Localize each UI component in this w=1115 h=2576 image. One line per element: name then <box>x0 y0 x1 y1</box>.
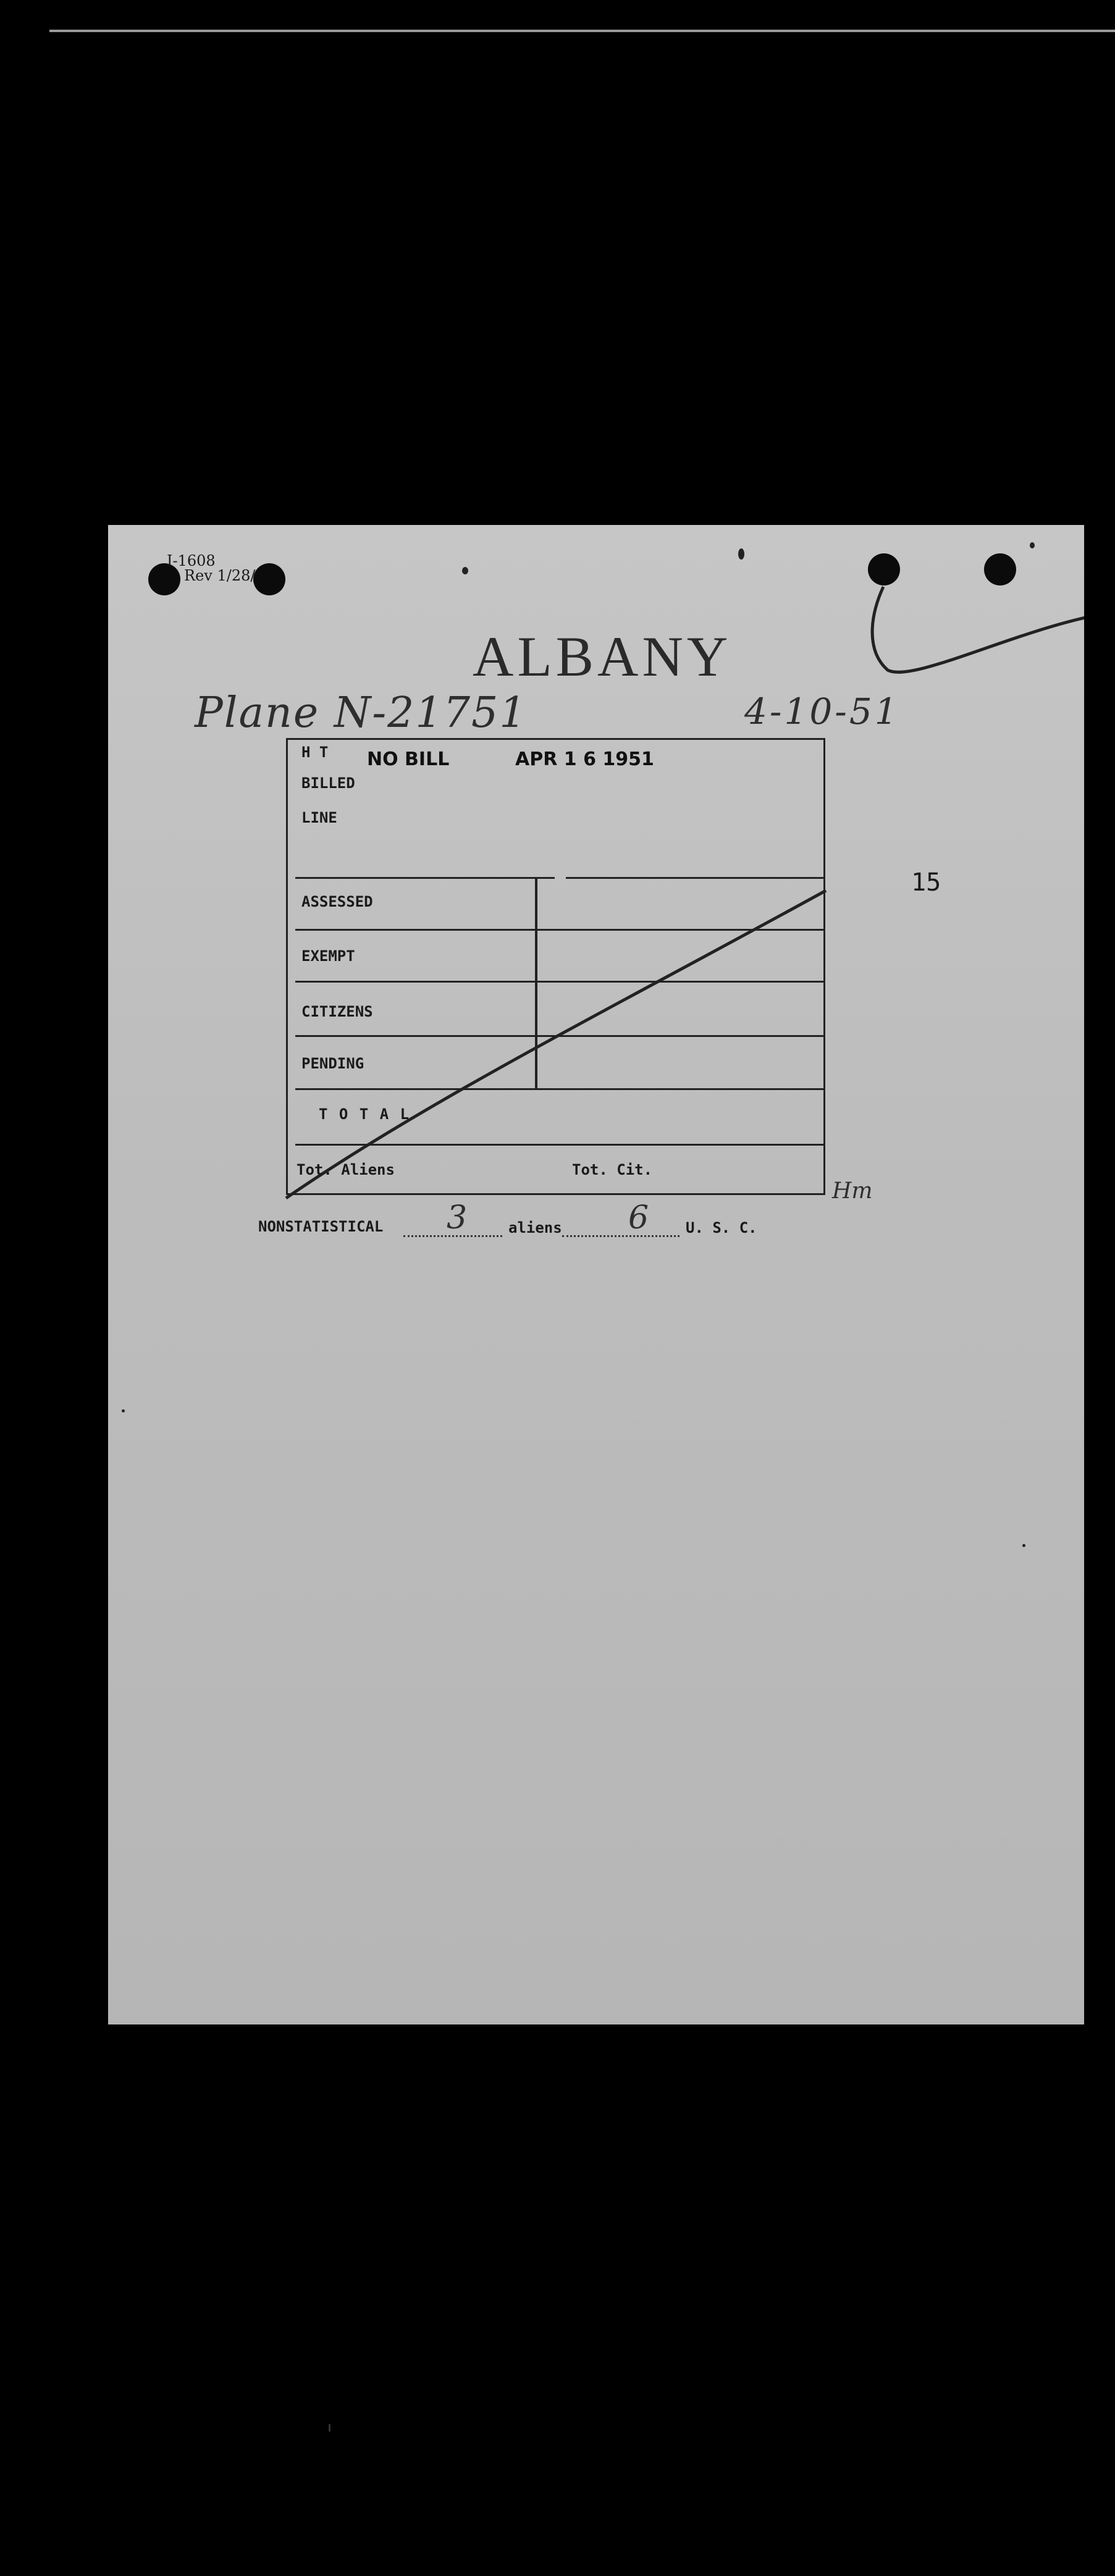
aliens-label: aliens <box>508 1219 562 1236</box>
scan-artifact <box>329 2424 330 2431</box>
header-label-billed: BILLED <box>301 774 355 792</box>
date-stamp: APR 1 6 1951 <box>515 749 654 770</box>
scanner-edge-line <box>49 30 1115 32</box>
tot-aliens-label: Tot. Aliens <box>297 1161 395 1178</box>
rule-line <box>295 877 555 879</box>
rule-line <box>295 929 825 931</box>
form-number: I-1608 Rev 1/28/ <box>167 552 256 584</box>
rule-line <box>295 1088 825 1090</box>
tally-count: 15 <box>911 868 941 897</box>
rule-line <box>295 1035 825 1037</box>
nonstatistical-usc-value: 6 <box>628 1199 649 1236</box>
ink-speck <box>122 1409 125 1412</box>
arrival-date-handwritten: 4-10-51 <box>744 690 900 732</box>
port-city-heading: ALBANY <box>473 625 732 688</box>
fill-in-line <box>562 1235 680 1237</box>
ink-speck <box>1022 1544 1025 1547</box>
manifest-card <box>108 525 1084 2024</box>
tally-form-box <box>286 738 825 1195</box>
row-label-pending: PENDING <box>301 1055 364 1072</box>
rule-line <box>566 877 825 879</box>
rule-line <box>295 1144 825 1146</box>
rule-line <box>295 981 825 983</box>
row-label-citizens: CITIZENS <box>301 1003 373 1020</box>
pen-swoosh <box>872 587 1084 672</box>
nonstatistical-label: NONSTATISTICAL <box>258 1218 384 1235</box>
nonstatistical-aliens-value: 3 <box>447 1199 468 1236</box>
tot-cit-label: Tot. Cit. <box>572 1161 653 1178</box>
total-label: T O T A L <box>319 1105 411 1123</box>
usc-label: U. S. C. <box>686 1219 757 1236</box>
vessel-handwritten: Plane N-21751 <box>195 689 528 737</box>
row-label-exempt: EXEMPT <box>301 947 355 965</box>
header-label-ht: H T <box>301 744 329 761</box>
reviewer-initials: Hm <box>832 1178 873 1204</box>
row-label-assessed: ASSESSED <box>301 893 373 910</box>
no-bill-stamp: NO BILL <box>367 749 450 770</box>
column-divider <box>535 878 537 1088</box>
header-label-line: LINE <box>301 809 337 826</box>
